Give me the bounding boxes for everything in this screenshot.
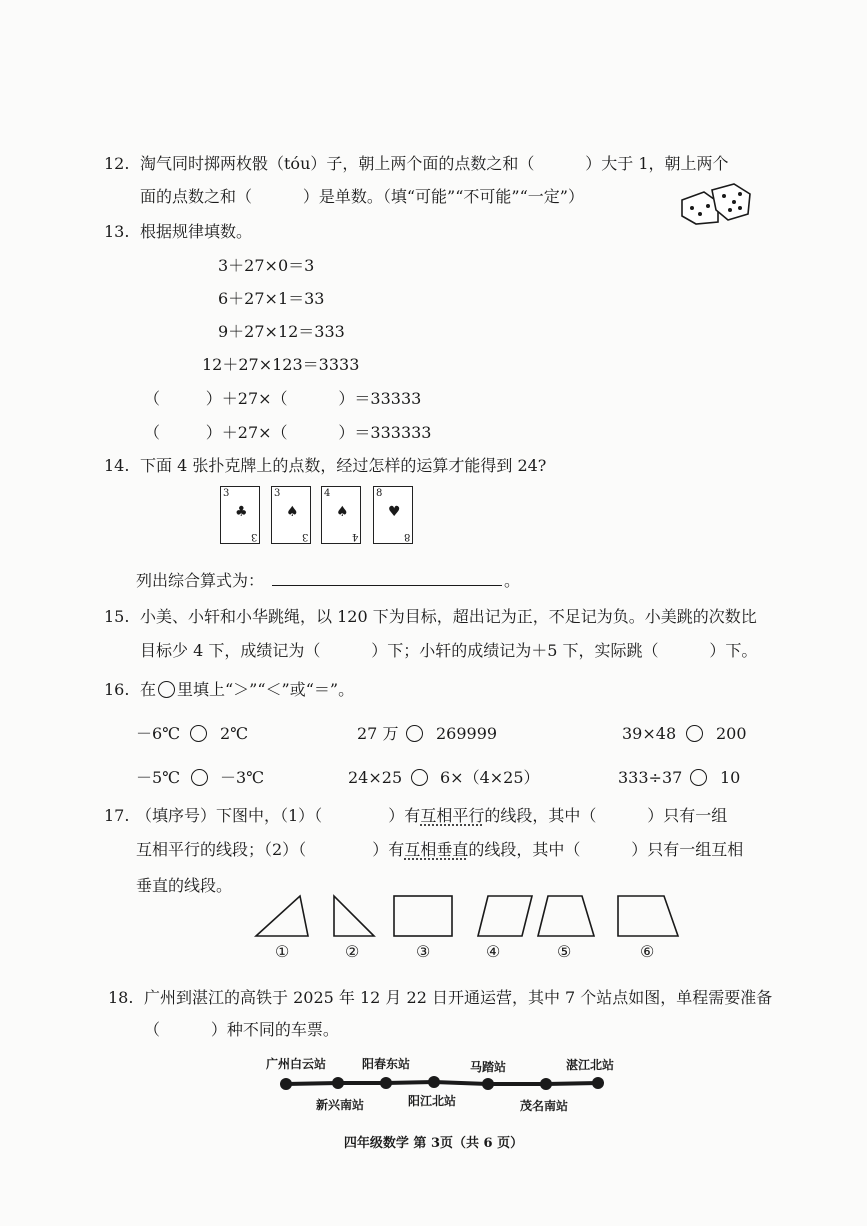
q16-item4-left: －5℃ bbox=[136, 768, 181, 787]
spade-icon: ♠ bbox=[336, 504, 349, 520]
compare-circle[interactable] bbox=[191, 769, 208, 786]
q17-line1-a: （填序号）下图中，（1）（ ）有 bbox=[136, 806, 421, 825]
q18-line2: （ ）种不同的车票。 bbox=[144, 1020, 339, 1039]
shape-triangle-right bbox=[334, 896, 374, 936]
q18-line1: 广州到湛江的高铁于 2025 年 12 月 22 日开通运营，其中 7 个站点如图，单程需要准备 bbox=[144, 988, 773, 1007]
q15-line2: 目标少 4 下，成绩记为（ ）下；小轩的成绩记为＋5 下，实际跳（ ）下。 bbox=[140, 641, 758, 660]
shape-label-1: ① bbox=[275, 942, 290, 961]
station-label: 茂名南站 bbox=[520, 1099, 569, 1113]
card-rank: 8 bbox=[376, 488, 383, 499]
q14-answer-line[interactable] bbox=[272, 585, 502, 586]
q17-line1 bbox=[136, 806, 727, 826]
q17-line3: 垂直的线段。 bbox=[136, 876, 233, 895]
club-icon: ♣ bbox=[235, 504, 248, 520]
shape-label-6: ⑥ bbox=[640, 942, 655, 961]
q12-line2: 面的点数之和（ ）是单数。（填“可能”“不可能”“一定”） bbox=[140, 187, 584, 206]
station-dot bbox=[592, 1077, 604, 1089]
shape-trapezoid-isosceles bbox=[538, 896, 594, 936]
station-label: 湛江北站 bbox=[566, 1058, 615, 1072]
q17-line2 bbox=[136, 840, 743, 860]
q13-blank-row2: （ ）＋27×（ ）＝333333 bbox=[144, 423, 432, 442]
q13-blank-row1: （ ）＋27×（ ）＝33333 bbox=[144, 389, 422, 408]
page-footer: 四年级数学 第 3页（共 6 页） bbox=[343, 1136, 524, 1151]
spade-icon: ♠ bbox=[286, 504, 299, 520]
card-rank-bottom: 8 bbox=[403, 531, 410, 542]
q12-line1: 淘气同时掷两枚骰（tóu）子，朝上两个面的点数之和（ ）大于 1，朝上两个 bbox=[140, 154, 729, 173]
card-rank: 3 bbox=[223, 488, 230, 499]
q13-row4: 12＋27×123＝3333 bbox=[202, 355, 360, 374]
station-label: 广州白云站 bbox=[266, 1057, 327, 1071]
q16-title-a: 在 bbox=[140, 680, 157, 699]
q16-item5-right: 6×（4×25） bbox=[440, 768, 540, 787]
q17-number: 17. bbox=[104, 806, 130, 825]
q14-answer-label: 列出综合算式为： bbox=[136, 571, 265, 590]
station-label: 阳江北站 bbox=[408, 1094, 457, 1108]
compare-circle[interactable] bbox=[690, 769, 707, 786]
station-label: 马踏站 bbox=[470, 1060, 507, 1074]
compare-circle-icon bbox=[158, 681, 175, 698]
shape-label-3: ③ bbox=[416, 942, 431, 961]
q16-item3-left: 39×48 bbox=[622, 724, 677, 743]
q16-number: 16. bbox=[104, 680, 130, 699]
q16-item3-right: 200 bbox=[716, 724, 747, 743]
heart-icon: ♥ bbox=[388, 504, 401, 520]
q14-number: 14. bbox=[104, 456, 130, 475]
station-label: 阳春东站 bbox=[362, 1057, 411, 1071]
station-dot bbox=[540, 1078, 552, 1090]
compare-circle[interactable] bbox=[411, 769, 428, 786]
q16-item5-left: 24×25 bbox=[348, 768, 403, 787]
q13-row2: 6＋27×1＝33 bbox=[218, 289, 325, 308]
station-dot bbox=[482, 1078, 494, 1090]
q18-number: 18. bbox=[108, 988, 134, 1007]
playing-card bbox=[373, 486, 413, 544]
shape-trapezoid-right bbox=[618, 896, 678, 936]
q13-row3: 9＋27×12＝333 bbox=[218, 322, 345, 341]
compare-circle[interactable] bbox=[190, 725, 207, 742]
station-dot bbox=[332, 1077, 344, 1089]
q14-title: 下面 4 张扑克牌上的点数，经过怎样的运算才能得到 24? bbox=[140, 456, 547, 475]
compare-circle[interactable] bbox=[406, 725, 423, 742]
shape-label-5: ⑤ bbox=[557, 942, 572, 961]
q17-shapes bbox=[250, 890, 690, 940]
q17-line2-a: 互相平行的线段；（2）（ ）有 bbox=[136, 840, 405, 859]
station-dot bbox=[428, 1076, 440, 1088]
q15-line1: 小美、小轩和小华跳绳，以 120 下为目标，超出记为正，不足记为负。小美跳的次数比 bbox=[140, 607, 757, 626]
station-dot bbox=[280, 1078, 292, 1090]
q16-item6-right: 10 bbox=[720, 768, 741, 787]
q16-item4-right: －3℃ bbox=[220, 768, 265, 787]
q14-answer-end: 。 bbox=[504, 571, 521, 590]
q13-number: 13. bbox=[104, 222, 130, 241]
shape-parallelogram bbox=[478, 896, 532, 936]
station-dot bbox=[380, 1077, 392, 1089]
q17-perpendicular-term: 互相垂直 bbox=[404, 840, 469, 859]
card-rank-bottom: 3 bbox=[250, 531, 257, 542]
playing-card bbox=[271, 486, 311, 544]
q13-row1: 3＋27×0＝3 bbox=[218, 256, 315, 275]
playing-card bbox=[220, 486, 260, 544]
card-rank-bottom: 4 bbox=[351, 531, 358, 542]
q15-number: 15. bbox=[104, 607, 130, 626]
q12-number: 12. bbox=[104, 154, 130, 173]
q16-item2-left: 27 万 bbox=[357, 724, 399, 743]
card-rank: 4 bbox=[324, 488, 331, 499]
station-label: 新兴南站 bbox=[316, 1098, 365, 1112]
shape-label-4: ④ bbox=[486, 942, 501, 961]
q16-item6-left: 333÷37 bbox=[618, 768, 683, 787]
playing-card bbox=[321, 486, 361, 544]
shape-label-2: ② bbox=[345, 942, 360, 961]
compare-circle[interactable] bbox=[686, 725, 703, 742]
q17-line1-c: 的线段，其中（ ）只有一组 bbox=[484, 806, 728, 825]
shape-rectangle bbox=[394, 896, 452, 936]
q16-item1-right: 2℃ bbox=[220, 724, 249, 743]
q17-parallel-term: 互相平行 bbox=[420, 806, 485, 825]
dice-icon bbox=[678, 182, 754, 226]
q16-title-b: 里填上“＞”“＜”或“＝”。 bbox=[177, 680, 355, 699]
q16-item1-left: －6℃ bbox=[136, 724, 181, 743]
shape-triangle-acute bbox=[256, 896, 308, 936]
q13-title: 根据规律填数。 bbox=[140, 222, 253, 241]
q16-item2-right: 269999 bbox=[436, 724, 498, 743]
q17-line2-c: 的线段，其中（ ）只有一组互相 bbox=[468, 840, 744, 859]
card-rank-bottom: 3 bbox=[301, 531, 308, 542]
card-rank: 3 bbox=[274, 488, 281, 499]
